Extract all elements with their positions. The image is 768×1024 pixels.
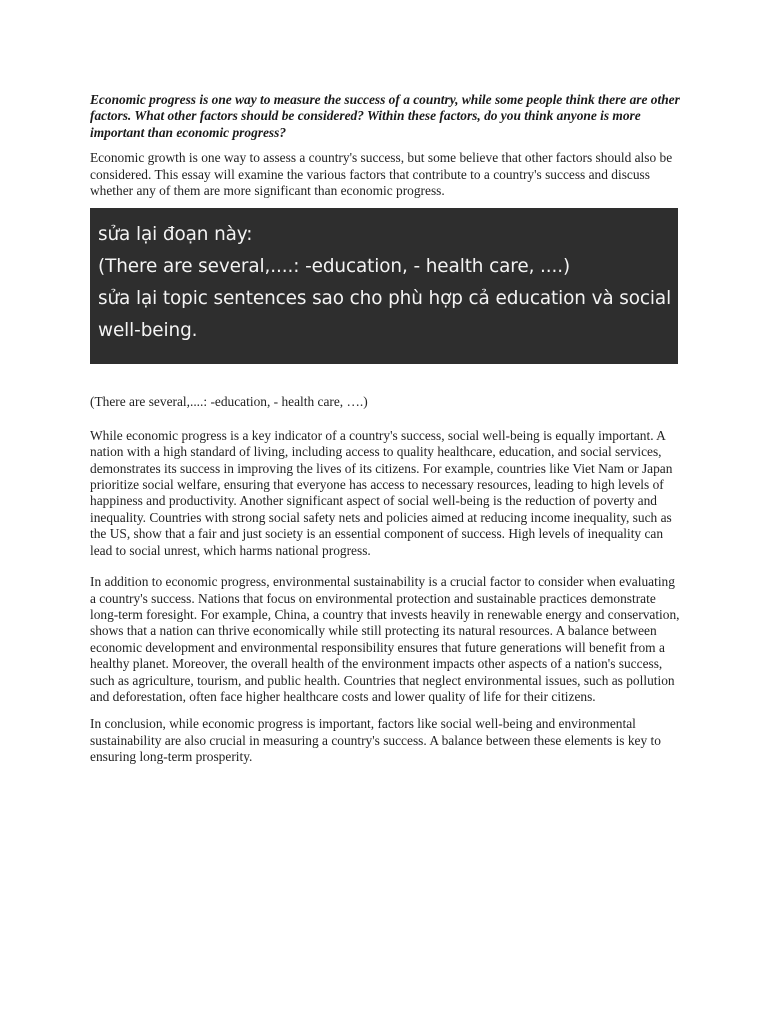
note-line: well-being. xyxy=(98,320,198,342)
essay-prompt: Economic progress is one way to measure the success of a country, while some people think there are other factors. What other factors should be considered? Within these factors, do you think anyone is more important than economic progress? xyxy=(90,92,680,140)
note-line: sửa lại đoạn này: xyxy=(98,224,253,246)
outline-line: (There are several,....: -education, - health care, ….) xyxy=(90,394,368,410)
note-line: sửa lại topic sentences sao cho phù hợp cả education và social xyxy=(98,288,672,310)
teacher-note-image xyxy=(90,208,678,364)
body-paragraph-social-wellbeing: While economic progress is a key indicator of a country's success, social well-being is equally important. A nation with a high standard of living, including access to quality healthcare, education, and social services, demonstrates its success in improving the lives of its citizens. For example, countries like Viet Nam or Japan prioritize social welfare, ensuring that everyone has access to necessary resources, leading to high levels of happiness and productivity. Another significant aspect of social well-being is the reduction of poverty and inequality. Countries with strong social safety nets and policies aimed at reducing income inequality, such as the US, show that a fair and just society is an essential component of success. High levels of inequality can lead to social unrest, which harms national progress. xyxy=(90,427,673,558)
conclusion-paragraph: In conclusion, while economic progress is important, factors like social well-being and environmental sustainability are also crucial in measuring a country's success. A balance between these elements is key to ensuring long-term prosperity. xyxy=(90,716,661,765)
note-line: (There are several,....: -education, - health care, ....) xyxy=(98,256,571,278)
document-page xyxy=(90,92,680,776)
body-paragraph-environment: In addition to economic progress, environmental sustainability is a crucial factor to consider when evaluating a country's success. Nations that focus on environmental protection and sustainable practices demonstrate long-term foresight. For example, China, a country that invests heavily in renewable energy and conservation, shows that a nation can thrive economically while still protecting its natural resources. A balance between economic development and environmental responsibility ensures that future generations will benefit from a healthy planet. Moreover, the overall health of the environment impacts other aspects of a nation's success, such as agriculture, tourism, and public health. Countries that neglect environmental issues, such as pollution and deforestation, often face higher healthcare costs and lower quality of life for their citizens. xyxy=(90,574,680,704)
intro-paragraph: Economic growth is one way to assess a country's success, but some believe that other factors should also be considered. This essay will examine the various factors that contribute to a country's success and discuss whether any of them are more significant than economic progress. xyxy=(90,150,673,199)
